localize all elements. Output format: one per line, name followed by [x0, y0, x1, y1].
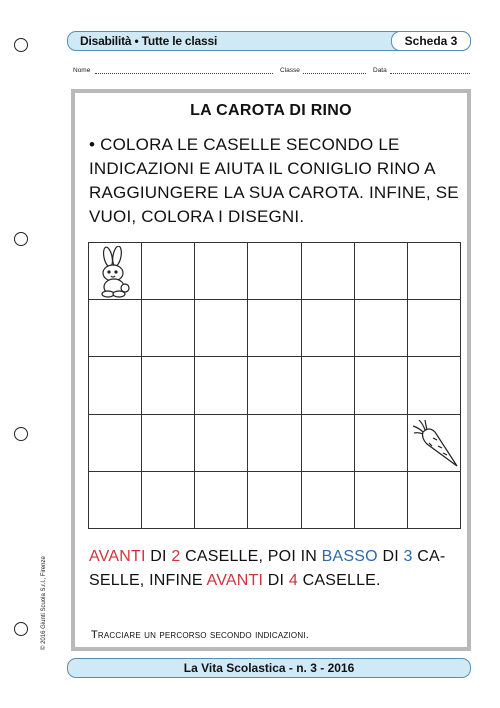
sheet-title: LA CAROTA DI RINO	[190, 102, 352, 119]
class-label: Classe	[280, 67, 300, 74]
grid-cell[interactable]	[248, 472, 301, 529]
worksheet-frame	[71, 89, 471, 651]
scheda-badge: Scheda 3	[391, 31, 471, 51]
grid-cell[interactable]	[302, 472, 355, 529]
header-title: Disabilità • Tutte le classi	[80, 34, 218, 48]
dir-word-avanti: AVANTI	[89, 548, 146, 565]
dir-word-basso: BASSO	[321, 548, 378, 565]
dir-text: DI	[145, 548, 172, 565]
copyright: © 2016 Giunti Scuola S.r.l., Firenze	[41, 556, 47, 650]
grid-cell[interactable]	[408, 415, 461, 472]
grid-cell[interactable]	[195, 300, 248, 357]
instruction-text	[89, 133, 465, 229]
footer-bar: La Vita Scolastica - n. 3 - 2016	[67, 658, 471, 678]
grid-cell[interactable]	[89, 243, 142, 300]
grid-cell[interactable]	[302, 243, 355, 300]
grid-cell[interactable]	[248, 357, 301, 414]
dir-text: DI	[263, 572, 289, 589]
name-label: Nome	[73, 67, 91, 74]
instruction-body: COLORA LE CASELLE SECONDO LE INDICAZIONI E AIUTA IL CONIGLIO RINO A RAGGIUNGERE LA SUA CAROTA. INFINE, SE VUOI, COLORA I DISEGNI.	[89, 135, 459, 226]
binder-hole	[14, 232, 28, 246]
grid-cell[interactable]	[195, 357, 248, 414]
grid-cell[interactable]	[355, 300, 408, 357]
dir-word-avanti: AVANTI	[206, 572, 264, 589]
grid-cell[interactable]	[302, 300, 355, 357]
grid-cell[interactable]	[302, 415, 355, 472]
grid-cell[interactable]	[89, 472, 142, 529]
grid-cell[interactable]	[89, 415, 142, 472]
dir-text: DI	[377, 548, 404, 565]
grid-cell[interactable]	[89, 300, 142, 357]
binder-hole	[14, 427, 28, 441]
dir-number: 2	[171, 548, 181, 565]
dir-number: 3	[403, 548, 413, 565]
dir-number: 4	[288, 572, 298, 589]
binder-hole	[14, 38, 28, 52]
grid-cell[interactable]	[142, 243, 195, 300]
grid-cell[interactable]	[302, 357, 355, 414]
dir-text: CASELLE.	[297, 572, 381, 589]
grid-cell[interactable]	[195, 472, 248, 529]
grid-cell[interactable]	[89, 357, 142, 414]
grid-cell[interactable]	[355, 357, 408, 414]
grid-cell[interactable]	[248, 415, 301, 472]
dir-text: CASELLE, POI IN	[180, 548, 322, 565]
grid-cell[interactable]	[142, 357, 195, 414]
grid-cell[interactable]	[408, 357, 461, 414]
grid-cell[interactable]	[142, 472, 195, 529]
date-field[interactable]	[390, 67, 470, 74]
class-field[interactable]	[303, 67, 366, 74]
grid-cell[interactable]	[408, 243, 461, 300]
dir-text: CA- SELLE, INFINE	[89, 548, 446, 589]
grid-cell[interactable]	[355, 243, 408, 300]
path-grid	[88, 242, 461, 529]
grid-cell[interactable]	[142, 415, 195, 472]
grid-cell[interactable]	[195, 415, 248, 472]
grid-cell[interactable]	[408, 472, 461, 529]
bullet: •	[89, 135, 96, 154]
grid-cell[interactable]	[142, 300, 195, 357]
name-field[interactable]	[95, 67, 273, 74]
grid-cell[interactable]	[248, 300, 301, 357]
grid-cell[interactable]	[248, 243, 301, 300]
directions-text	[89, 545, 467, 593]
grid-cell[interactable]	[355, 472, 408, 529]
date-label: Data	[373, 67, 387, 74]
header-bar	[67, 31, 471, 51]
note-text: Tracciare un percorso secondo indicazioni.	[91, 629, 309, 641]
grid-cell[interactable]	[195, 243, 248, 300]
grid-cell[interactable]	[355, 415, 408, 472]
binder-hole	[14, 622, 28, 636]
grid-cell[interactable]	[408, 300, 461, 357]
